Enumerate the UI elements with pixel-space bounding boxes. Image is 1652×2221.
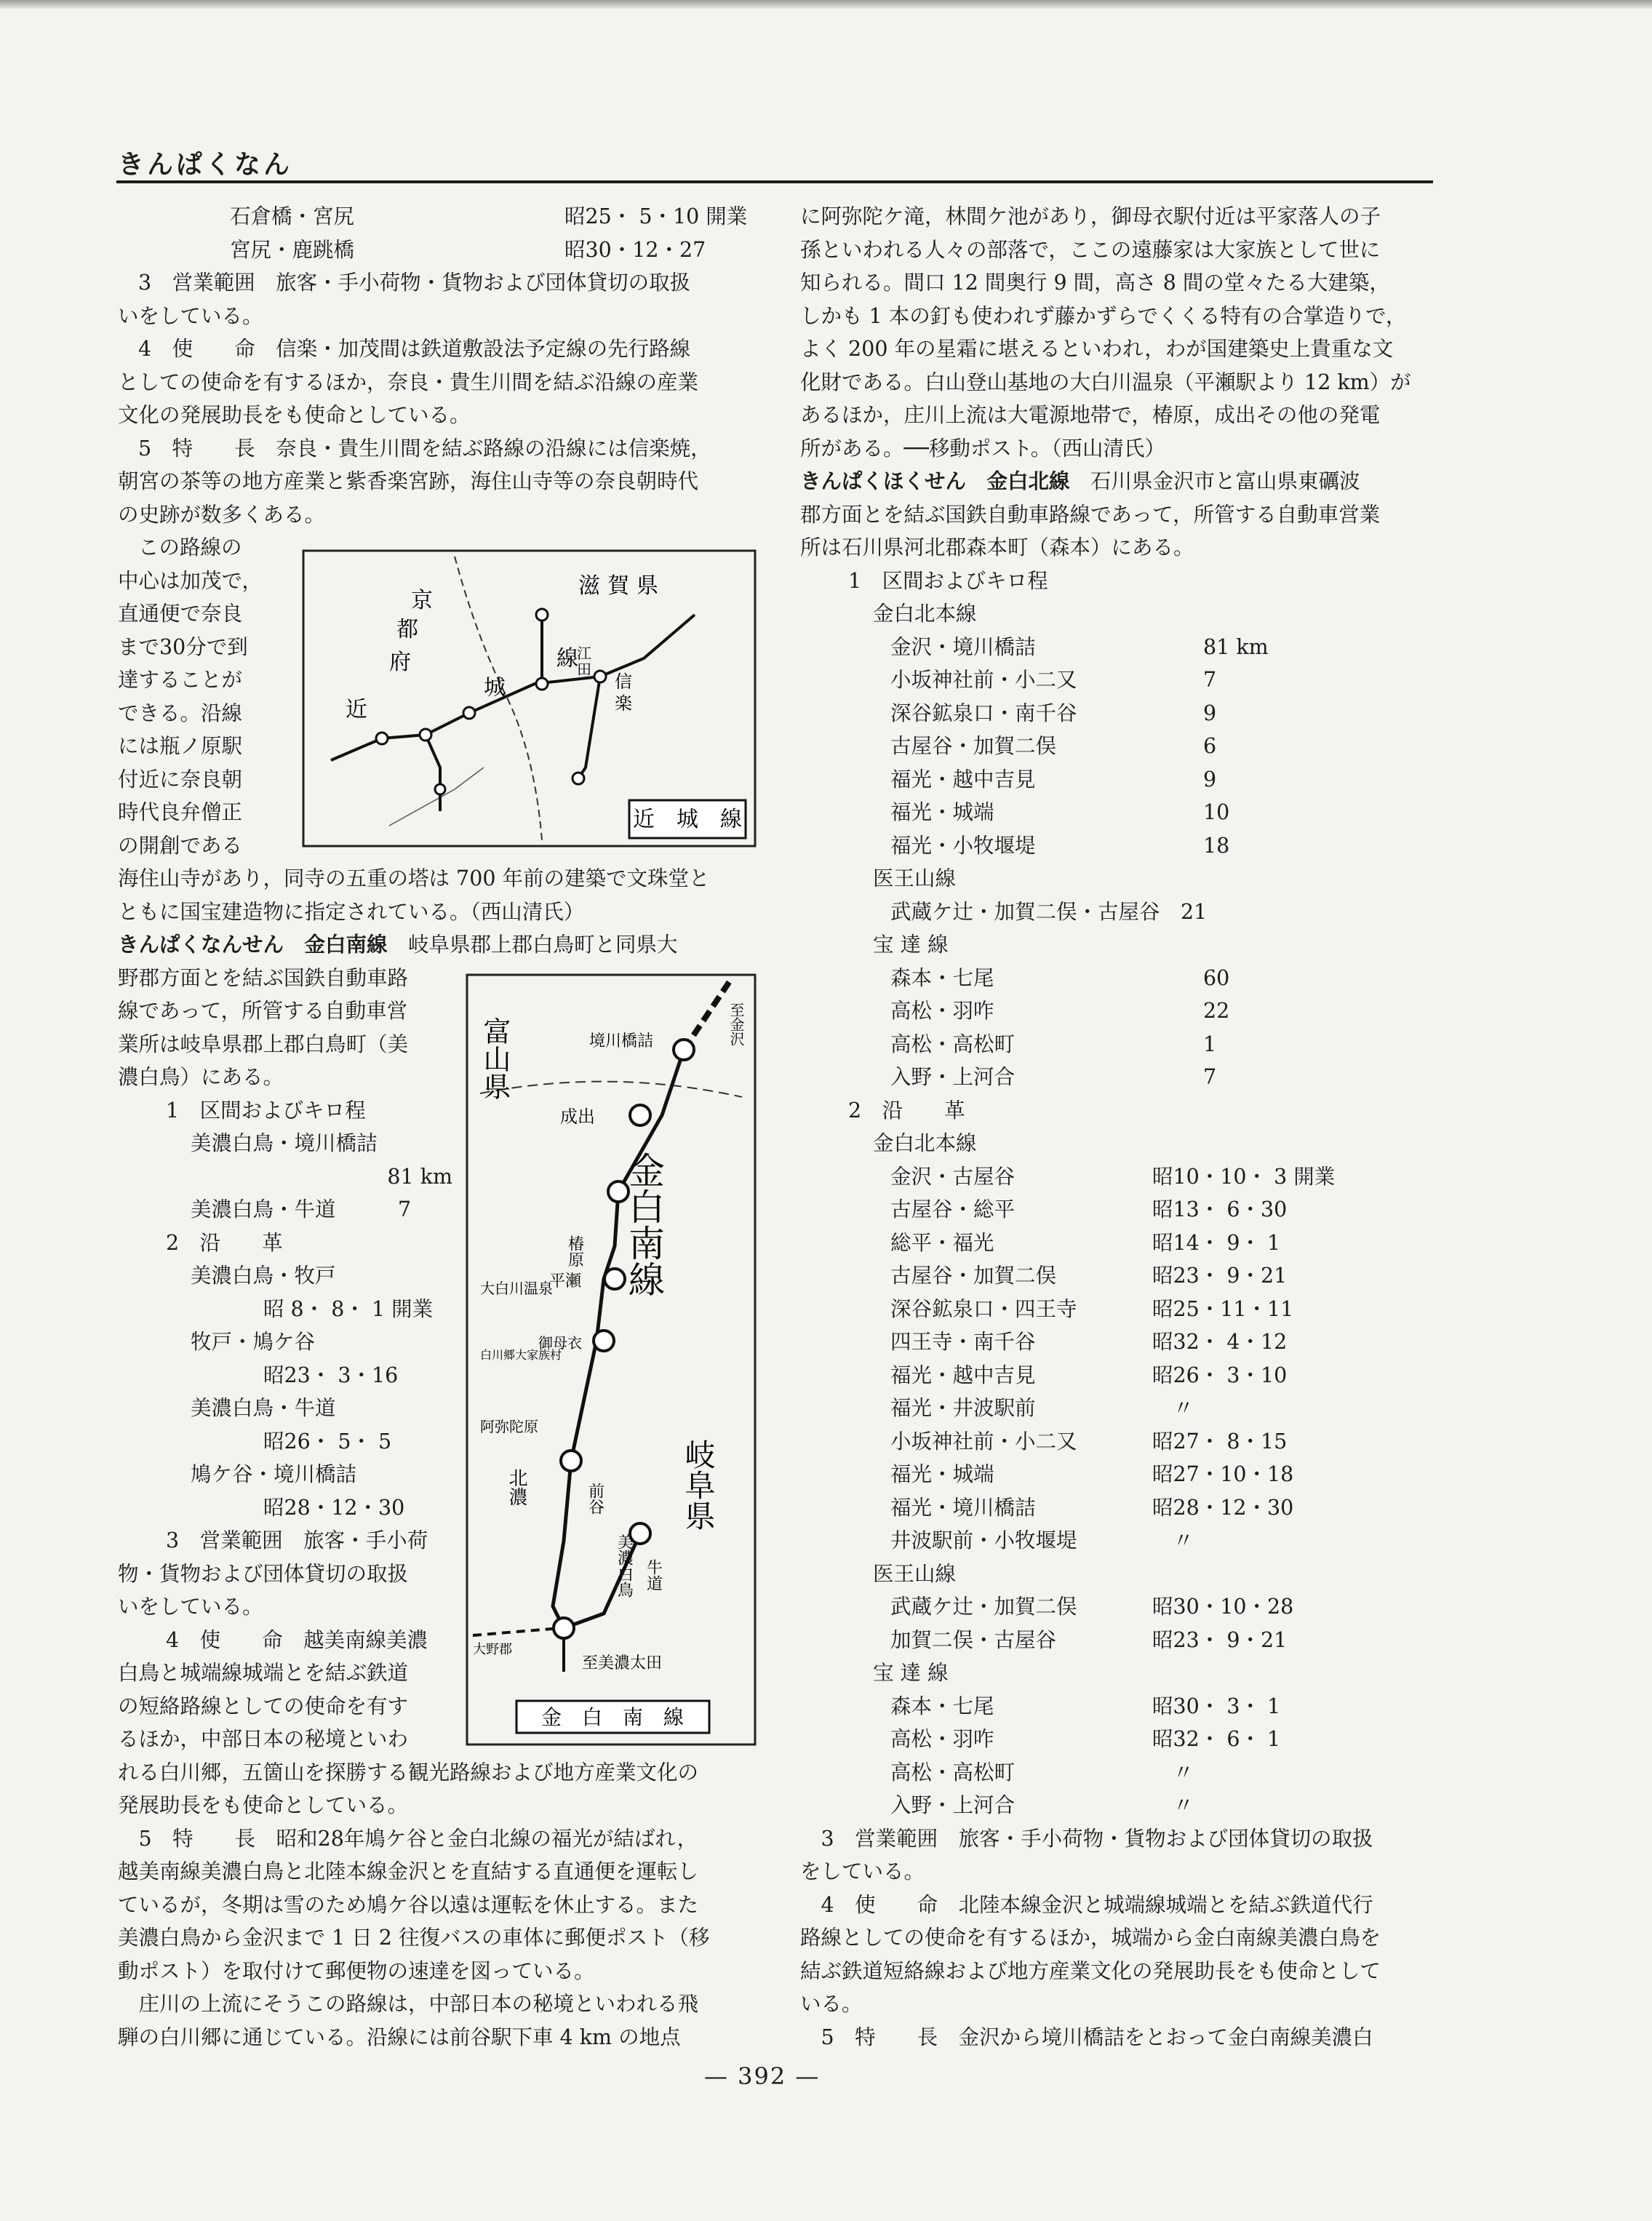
route-value: 昭27・ 8・15 <box>1152 1429 1288 1454</box>
text-line: いをしている。 <box>118 303 263 328</box>
text-line: 野郡方面とを結ぶ国鉄自動車路 <box>118 965 409 990</box>
route-value: 〃 <box>1152 1396 1194 1420</box>
left-paragraphs <box>118 266 758 531</box>
text-line: 3 営業範囲 旅客・手小荷物・貨物および団体貸切の取扱 <box>800 1826 1373 1851</box>
table-row <box>118 234 758 267</box>
place-label: 白川郷大家族村 <box>480 1348 562 1362</box>
table-row <box>800 1656 1440 1690</box>
map1-label: 都 <box>396 617 418 642</box>
table-row <box>800 1690 1440 1723</box>
route-section: 金沢・古屋谷 <box>890 1164 1015 1189</box>
table-row <box>800 994 1440 1028</box>
pref-toyama: 富山県 <box>479 1017 511 1100</box>
route-section: 1 区間およびキロ程 <box>848 568 1048 593</box>
station-label: 前谷 <box>586 1483 604 1515</box>
route-section: 深谷鉱泉口・南千谷 <box>890 701 1077 725</box>
text-line: 所がある。──移動ポスト。（西山清氏） <box>800 436 1166 460</box>
text-line: 物・貨物および団体貸切の取扱 <box>118 1561 409 1586</box>
route-section: 高松・高松町 <box>890 1032 1015 1056</box>
text-line: 美濃白鳥・牛道 7 <box>191 1197 412 1221</box>
text-line: まで30分で到 <box>118 634 248 659</box>
table-row <box>800 1193 1440 1227</box>
text-line: 4 使 命 北陸本線金沢と城端線城端とを結ぶ鉄道代行 <box>800 1892 1373 1917</box>
text-line: 騨の白川郷に通じている。沿線には前谷駅下車 4 km の地点 <box>118 2025 681 2049</box>
table-row <box>800 1160 1440 1194</box>
text-line: 美濃白鳥・境川橋詰 <box>191 1131 378 1155</box>
map1-label: 城 <box>484 675 506 701</box>
route-section: 加賀二俣・古屋谷 <box>890 1627 1057 1652</box>
route-value: 〃 <box>1152 1760 1194 1785</box>
table-row <box>800 597 1440 631</box>
text-line: 昭 8・ 8・ 1 開業 <box>263 1296 434 1321</box>
route-section: 医王山線 <box>873 1561 957 1586</box>
route-value: 〃 <box>1152 1528 1194 1552</box>
pref-gifu: 岐阜県 <box>680 1439 717 1531</box>
header-rule <box>116 180 1433 183</box>
table-row <box>800 663 1440 697</box>
table-row <box>800 1789 1440 1822</box>
place-label: 至美濃太田 <box>582 1654 663 1672</box>
text-line: としての使命を有するほか，奈良・貴生川間を結ぶ沿線の産業 <box>118 370 699 394</box>
text-line: 庄川の上流にそうこの路線は，中部日本の秘境といわれる飛 <box>118 1992 699 2016</box>
route-section: 福光・境川橋詰 <box>890 1495 1036 1520</box>
text-line: るほか，中部日本の秘境といわ <box>118 1727 409 1751</box>
station-label: 境川橋詰 <box>589 1032 654 1050</box>
route-value: 昭10・10・ 3 開業 <box>1152 1164 1336 1189</box>
text-line: 動ポスト）を取付けて郵便物の速達を図っている。 <box>118 1958 595 1983</box>
route-date: 昭30・12・27 <box>564 237 706 262</box>
running-header: きんぱくなん <box>118 150 293 180</box>
route-section: 深谷鉱泉口・四王寺 <box>890 1296 1077 1321</box>
route-section: 金白北本線 <box>873 602 977 626</box>
route-section: 金白北本線 <box>873 1131 977 1155</box>
map1-label: 楽 <box>615 693 632 714</box>
table-row <box>800 1028 1440 1061</box>
station-label: 牛道 <box>644 1559 663 1591</box>
text-line: 昭26・ 5・ 5 <box>263 1429 392 1454</box>
station-label: 成出 <box>560 1106 595 1127</box>
table-row <box>800 1259 1440 1293</box>
table-row <box>800 829 1440 863</box>
route-value: 81 km <box>1203 634 1269 659</box>
text-line: 鳩ケ谷・境川橋詰 <box>191 1462 357 1486</box>
text-line: 2 沿 革 <box>166 1230 283 1255</box>
entry-heading: きんぱくなんせん 金白南線 <box>118 933 388 957</box>
table-row <box>800 1127 1440 1160</box>
route-section: 古屋谷・総平 <box>890 1197 1015 1221</box>
map1-label: 賀 <box>607 573 629 599</box>
route-value: 昭32・ 6・ 1 <box>1152 1727 1281 1751</box>
route-section: 金沢・境川橋詰 <box>890 634 1036 659</box>
route-section: 森本・七尾 <box>890 965 994 990</box>
table-row <box>800 862 1440 896</box>
table-row <box>800 697 1440 730</box>
text-line: よく 200 年の星霜に堪えるといわれ，わが国建築史上貴重な文 <box>800 337 1394 361</box>
route-section: 古屋谷・加賀二俣 <box>890 1264 1057 1288</box>
text-line: 海住山寺があり，同寺の五重の塔は 700 年前の建築で文珠堂と <box>118 866 710 890</box>
route-section: 医王山線 <box>873 866 957 890</box>
right-paragraphs <box>800 200 1440 465</box>
text-line: 直通便で奈良 <box>118 602 243 626</box>
table-row <box>800 1425 1440 1459</box>
route-value: 昭27・10・18 <box>1152 1462 1294 1486</box>
text-line: しかも 1 本の釘も使われず藤かずらでくくる特有の合掌造りで， <box>800 303 1407 328</box>
route-value: 昭32・ 4・12 <box>1152 1330 1288 1354</box>
route-value: 昭26・ 3・10 <box>1152 1363 1288 1387</box>
text-line: 5 特 長 金沢から境川橋詰をとおって金白南線美濃白 <box>800 2025 1373 2049</box>
map1-title: 近 城 線 <box>633 807 742 832</box>
route-section: 古屋谷・加賀二俣 <box>890 734 1057 758</box>
text-line: 3 営業範囲 旅客・手小荷物・貨物および団体貸切の取扱 <box>138 271 691 295</box>
text-line: 4 使 命 信楽・加茂間は鉄道敷設法予定線の先行路線 <box>138 337 691 361</box>
route-section: 小坂神社前・小二又 <box>890 1429 1077 1454</box>
route-value: 昭23・ 9・21 <box>1152 1264 1288 1288</box>
table-row <box>800 1624 1440 1657</box>
right-column <box>800 200 1440 2054</box>
table-row <box>800 1524 1440 1558</box>
route-section: 福光・城端 <box>890 800 994 824</box>
text-line: 線であって，所管する自動車営 <box>118 999 408 1023</box>
route-value: 昭13・ 6・30 <box>1152 1197 1288 1221</box>
kinjo-line-map <box>302 549 757 848</box>
place-label: 至金沢 <box>727 1002 745 1046</box>
opening-table <box>118 200 758 266</box>
text-line: 越美南線美濃白鳥と北陸本線金沢とを直結する直通便を運転し <box>118 1859 699 1883</box>
table-row <box>800 730 1440 763</box>
text-line: 3 営業範囲 旅客・手小荷 <box>166 1528 428 1552</box>
route-table <box>800 565 1440 1822</box>
text-line: をしている。 <box>800 1859 925 1883</box>
place-label: 大白川温泉 <box>480 1280 553 1297</box>
route-section: 福光・小牧堰堤 <box>890 833 1036 858</box>
route-value: 9 <box>1203 767 1217 791</box>
entry-kinpaku-nan <box>118 928 758 962</box>
text-line: この路線の <box>138 535 242 559</box>
route-section: 入野・上河合 <box>890 1065 1015 1089</box>
route-value: 18 <box>1203 833 1230 858</box>
station-label: 御母衣 <box>538 1334 582 1352</box>
map1-label: 県 <box>637 573 658 599</box>
text-line: の開創である <box>118 833 243 858</box>
text-line: 付近に奈良朝 <box>118 767 243 791</box>
text-line: 郡方面とを結ぶ国鉄自動車路線であって，所管する自動車営業 <box>800 502 1381 527</box>
route-value: 6 <box>1203 734 1217 758</box>
text-line: 美濃白鳥・牧戸 <box>191 1264 336 1288</box>
text-line: の短絡路線としての使命を有す <box>118 1694 409 1718</box>
table-row <box>800 962 1440 995</box>
route-section: 高松・羽咋 <box>890 999 994 1023</box>
table-row <box>800 1756 1440 1790</box>
route-value: 9 <box>1203 701 1217 725</box>
route-value: 10 <box>1203 800 1230 824</box>
table-row <box>118 200 758 234</box>
table-row <box>800 1590 1440 1624</box>
station-label: 平瀬 <box>549 1272 582 1291</box>
left-paragraphs-2 <box>118 862 758 928</box>
text-line: 牧戸・鳩ケ谷 <box>191 1330 316 1354</box>
map1-label: 滋 <box>578 573 600 599</box>
text-line: 業所は岐阜県郡上郡白鳥町（美 <box>118 1032 409 1056</box>
table-row <box>800 1061 1440 1094</box>
route-value: 7 <box>1203 1065 1217 1089</box>
text-line: 発展助長をも使命としている。 <box>118 1793 409 1817</box>
text-line: 1 区間およびキロ程 <box>166 1098 366 1123</box>
text-line: 濃白鳥）にある。 <box>118 1065 284 1089</box>
text-line: に阿弥陀ケ滝，林間ケ池があり，御母衣駅付近は平家落人の子 <box>800 204 1381 228</box>
route-section: 福光・井波駅前 <box>890 1396 1036 1420</box>
left-paragraphs-3 <box>118 1756 758 2054</box>
table-row <box>800 631 1440 664</box>
route-value: 〃 <box>1152 1793 1194 1817</box>
scan-top-edge <box>0 0 1652 9</box>
table-row <box>800 1458 1440 1491</box>
text-line: 知られる。間口 12 間奥行 9 間，高さ 8 間の堂々たる大建築， <box>800 271 1390 295</box>
route-section: 武蔵ケ辻・加賀二俣・古屋谷 21 <box>890 899 1208 924</box>
text-line: 美濃白鳥・牛道 <box>191 1396 336 1420</box>
route-section: 小坂神社前・小二又 <box>890 668 1077 692</box>
table-row <box>800 1325 1440 1359</box>
text-line: れる白川郷，五箇山を探勝する観光路線および地方産業文化の <box>118 1760 699 1785</box>
route-section: 高松・高松町 <box>890 1760 1015 1785</box>
text-line: の史跡が数多くある。 <box>118 502 326 527</box>
table-row <box>800 1558 1440 1591</box>
route-section: 総平・福光 <box>890 1230 994 1255</box>
route-value: 昭14・ 9・ 1 <box>1152 1230 1281 1255</box>
text-line: 5 特 長 昭和28年鳩ケ谷と金白北線の福光が結ばれ， <box>118 1826 698 1851</box>
kinpaku-nan-line-map <box>466 973 757 1746</box>
route-value: 昭30・10・28 <box>1152 1595 1294 1619</box>
route-value: 60 <box>1203 965 1230 990</box>
route-value: 昭30・ 3・ 1 <box>1152 1694 1281 1718</box>
text-line: ているが，冬期は雪のため鳩ケ谷以遠は運転を休止する。また <box>118 1892 699 1917</box>
table-row <box>800 1227 1440 1260</box>
route-section: 武蔵ケ辻・加賀二俣 <box>890 1595 1077 1619</box>
text-line: 4 使 命 越美南線美濃 <box>166 1627 428 1652</box>
text-line: 昭23・ 3・16 <box>263 1363 399 1387</box>
text-line: 達することが <box>118 668 243 692</box>
route-section: 入野・上河合 <box>890 1793 1015 1817</box>
line-name-vertical: 金白南線 <box>623 1152 665 1297</box>
entry-lead: 岐阜県郡上郡白鳥町と同県大 <box>408 933 678 957</box>
table-row <box>800 1392 1440 1425</box>
text-line: 化財である。白山登山基地の大白川温泉（平瀬駅より 12 km）が <box>800 370 1411 394</box>
table-row <box>800 1491 1440 1525</box>
map1-label: 信 <box>615 671 632 692</box>
map1-label: 田 <box>577 661 591 678</box>
map1-label: 府 <box>389 650 411 675</box>
route-value: 7 <box>1203 668 1217 692</box>
page-number: — 392 — <box>704 2062 821 2090</box>
text-line: あるほか，庄川上流は大電源地帯で，椿原，成出その他の発電 <box>800 403 1381 427</box>
route-section: 石倉橋・宮尻 <box>230 204 355 228</box>
route-section: 宝 達 線 <box>873 1661 949 1685</box>
route-value: 昭25・11・11 <box>1152 1296 1294 1321</box>
place-label: 北濃 <box>506 1468 527 1506</box>
route-section: 福光・城端 <box>890 1462 994 1486</box>
text-line: 時代良弁僧正 <box>118 800 243 824</box>
text-line: いる。 <box>800 1992 863 2016</box>
place-label: 大野郡 <box>473 1642 512 1657</box>
text-line: には瓶ノ原駅 <box>118 734 243 758</box>
text-line: 美濃白鳥から金沢まで 1 日 2 往復バスの車体に郵便ポスト（移 <box>118 1926 710 1950</box>
entry-heading: きんぱくほくせん 金白北線 <box>800 469 1070 493</box>
route-section: 四王寺・南千谷 <box>890 1330 1036 1354</box>
text-line: できる。沿線 <box>118 701 243 725</box>
route-section: 2 沿 革 <box>848 1098 965 1123</box>
map2-title: 金 白 南 線 <box>540 1705 685 1729</box>
text-line: 白鳥と城端線城端とを結ぶ鉄道 <box>118 1661 409 1685</box>
table-row <box>800 1359 1440 1392</box>
table-row <box>800 1293 1440 1326</box>
route-section: 宮尻・鹿跳橋 <box>230 237 355 262</box>
text-line: 孫といわれる人々の部落で，ここの遠藤家は大家族として世に <box>800 237 1381 262</box>
route-value: 22 <box>1203 999 1230 1023</box>
text-line: 文化の発展助長をも使命としている。 <box>118 403 471 427</box>
route-value: 1 <box>1203 1032 1217 1056</box>
text-line: 中心は加茂で， <box>118 568 263 593</box>
route-section: 井波駅前・小牧堰堤 <box>890 1528 1077 1552</box>
table-row <box>800 928 1440 962</box>
map1-label: 京 <box>411 588 433 613</box>
map1-label: 江 <box>577 645 591 662</box>
text-line: ともに国宝建造物に指定されている。（西山清氏） <box>118 899 585 924</box>
text-line: 朝宮の茶等の地方産業と紫香楽宮跡，海住山寺等の奈良朝時代 <box>118 469 699 493</box>
station-label: 椿原 <box>565 1235 584 1267</box>
place-label: 阿弥陀原 <box>480 1418 538 1435</box>
text-line: 結ぶ鉄道短絡線および地方産業文化の発展助長をも使命として <box>800 1958 1381 1983</box>
route-section: 森本・七尾 <box>890 1694 994 1718</box>
map1-label: 近 <box>346 697 367 722</box>
text-line: 81 km <box>387 1164 452 1189</box>
entry-kinpaku-hoku <box>800 465 1440 498</box>
table-row <box>800 1723 1440 1756</box>
text-line: いをしている。 <box>118 1595 263 1619</box>
text-line: 5 特 長 奈良・貴生川間を結ぶ路線の沿線には信楽焼， <box>138 436 711 460</box>
table-row <box>800 1094 1440 1128</box>
text-line: 路線としての使命を有するほか，城端から金白南線美濃白鳥を <box>800 1926 1381 1950</box>
entry-intro <box>800 498 1440 565</box>
entry-lead: 石川県金沢市と富山県東礪波 <box>1090 469 1360 493</box>
table-row <box>800 565 1440 598</box>
station-label: 美濃白鳥 <box>615 1534 634 1598</box>
route-section: 福光・越中吉見 <box>890 1363 1036 1387</box>
route-section: 福光・越中吉見 <box>890 767 1036 791</box>
route-value: 昭23・ 9・21 <box>1152 1627 1288 1652</box>
right-paragraphs-2 <box>800 1822 1440 2054</box>
table-row <box>800 796 1440 829</box>
text-line: 昭28・12・30 <box>263 1495 405 1520</box>
route-value: 昭28・12・30 <box>1152 1495 1294 1520</box>
table-row <box>800 896 1440 929</box>
table-row <box>800 763 1440 797</box>
route-date: 昭25・ 5・10 開業 <box>564 204 748 228</box>
map1-label: 線 <box>556 646 578 671</box>
route-section: 高松・羽咋 <box>890 1727 994 1751</box>
text-line: 所は石川県河北郡森本町（森本）にある。 <box>800 535 1194 559</box>
route-section: 宝 達 線 <box>873 933 949 957</box>
